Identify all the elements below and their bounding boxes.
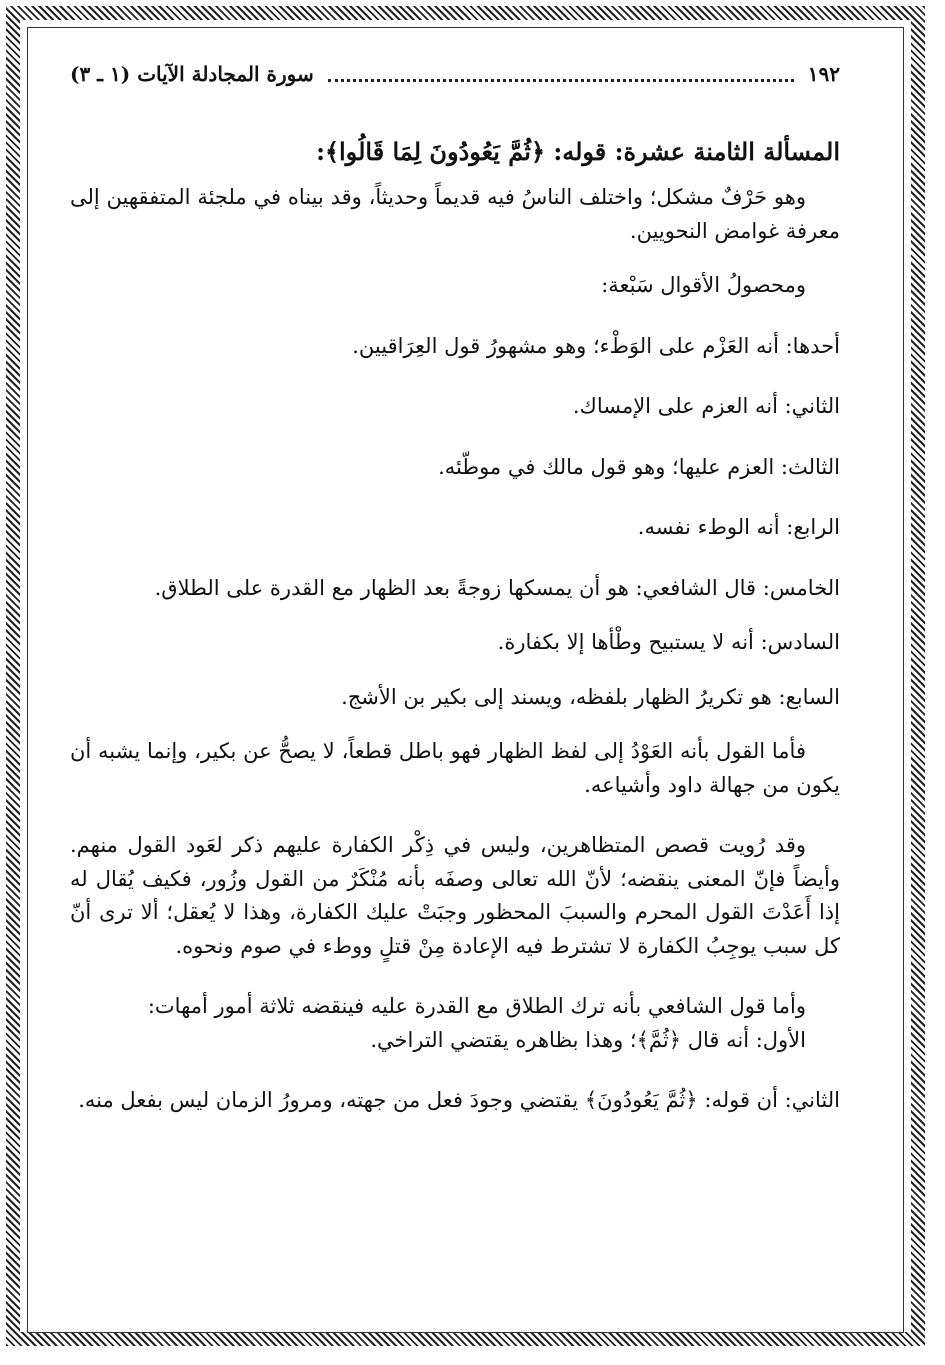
opinion-4: الرابع: أنه الوطء نفسه.: [637, 515, 840, 539]
page: [70, 52, 840, 1332]
paragraph-summary: ومحصولُ الأقوال سَبْعة:: [601, 273, 806, 297]
point-second: الثاني: أن قوله: ﴿ثُمَّ يَعُودُونَ﴾ يقتضي وجودَ فعل من جهته، ومرورُ الزمان ليس بفعل منه.: [78, 1088, 840, 1112]
point-first: الأول: أنه قال ﴿ثُمَّ﴾؛ وهذا بظاهره يقتضي التراخي.: [370, 1027, 806, 1052]
running-title: سورة المجادلة الآيات (١ ـ ٣): [70, 62, 314, 86]
section-heading: المسألة الثامنة عشرة: قوله: ﴿ثُمَّ يَعُودُونَ لِمَا قَالُوا﴾:: [316, 137, 840, 166]
header-leader-dots: [328, 79, 794, 82]
opinion-6: السادس: أنه لا يستبيح وطْأها إلا بكفارة.: [497, 630, 840, 654]
paragraph-intro: وهو حَرْفٌ مشكل؛ واختلف الناسُ فيه قديماً وحديثاً، وقد بيناه في ملجئة المتفقهين إلى معرفة غوامض النحويين.: [70, 185, 840, 243]
paragraph-narrations: وقد رُويت قصص المتظاهرين، وليس في ذِكْر الكفارة عليهم ذكر لعَود القول منهم. وأيضاً فإنّ المعنى ينقضه؛ لأنّ الله تعالى وصفَه بأنه مُنْكَرٌ من القول وزُور، فكيف يُقال له إذا أَعَدْتَ القول المحرم والسببَ المحظور وجبَتْ عليك الكفارة، وهذا لا يُعقل؛ ألا ترى أنّ كل سبب يوجِبُ الكفارة لا تشترط فيه الإعادة مِنْ قتلٍ ووطء في صوم ونحوه.: [70, 833, 840, 958]
opinion-5: الخامس: قال الشافعي: هو أن يمسكها زوجةً بعد الظهار مع القدرة على الطلاق.: [154, 575, 840, 600]
opinion-1: أحدها: أنه العَزْم على الوَطْء؛ وهو مشهورُ قول العِرَاقيين.: [352, 333, 840, 358]
opinion-7: السابع: هو تكريرُ الظهار بلفظه، ويسند إلى بكير بن الأشج.: [341, 684, 840, 709]
paragraph-shafii: وأما قول الشافعي بأنه ترك الطلاق مع القدرة عليه فينقضه ثلاثة أمور أمهات:: [147, 994, 806, 1018]
opinion-3: الثالث: العزم عليها؛ وهو قول مالك في موطّئه.: [438, 454, 840, 479]
paragraph-refutation: فأما القول بأنه العَوْدُ إلى لفظ الظهار فهو باطل قطعاً، لا يصحُّ عن بكير، وإنما يشبه أن يكون من جهالة داود وأشياعه.: [70, 739, 840, 797]
page-number: ١٩٢: [807, 62, 840, 86]
running-header: [70, 52, 840, 96]
opinion-2: الثاني: أنه العزم على الإمساك.: [572, 394, 840, 418]
